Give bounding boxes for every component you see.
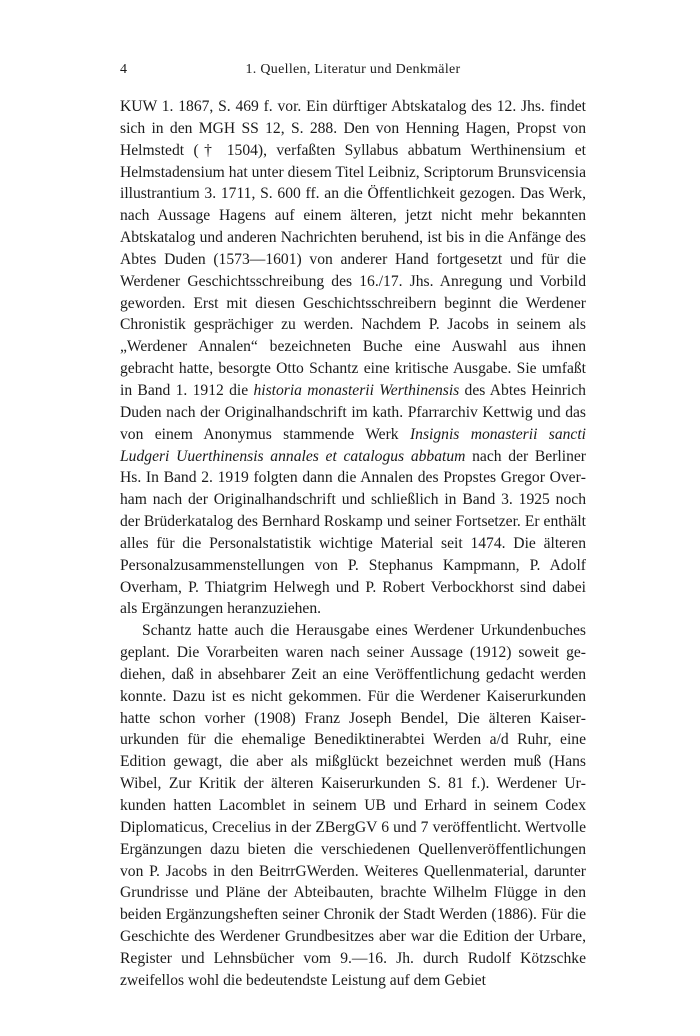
text-run: des Abtes Heinrich Duden nach der Originalhandschrift im kath. Pfarrarchiv Kettwig und das von einem Anonymus stammende Werk [120, 381, 586, 443]
text-run: KUW 1. 1867, S. 469 f. vor. Ein dürftiger Abtskatalog des 12. Jhs. findet sich in den MGH SS 12, S. 288. Den von Henning Hagen, Propst von Helmstedt († 1504), verfaßten Syllabus abbatum Werthinensium et Helmstadensium hat unter diesem Titel Leibniz, Scriptorum Brunsvicensia illustrantium 3. 1711, S. 600 ff. an die Öffentlichkeit gezogen. Das Werk, nach Aussage Hagens auf einem älteren, jetzt nicht mehr bekannten Abtskatalog und anderen Nachrichten beruhend, ist bis in die Anfänge des Abtes Duden (1573—1601) von anderer Hand fortgesetzt und für die Werdener Geschichtsschreibung des 16./17. Jhs. Anregung und Vorbild geworden. Erst mit diesen Geschichtsschreibern beginnt die Werdener Chronistik gesprächiger zu werden. Nachdem P. Jacobs in seinem als „Werdener Annalen“ bezeichneten Buche eine Auswahl aus ihnen gebracht hatte, besorgte Otto Schantz eine kritische Ausgabe. Sie umfaßt in Band 1. 1912 die [120, 98, 587, 399]
text-run: nach der Berliner Hs. In Band 2. 1919 folgten dann die Annalen des Propstes Gregor Overham nach der Originalhandschrift und schließlich in Band 3. 1925 noch der Brüderkatalog des Bernhard Roskamp und seiner Fortsetzer. Er enthält alles für die Personalstatistik wichtige Material seit 1474. Die älteren Personalzusammenstellungen von P. Stephanus Kampmann, P. Adolf Overham, P. Thiatgrim Helwegh und P. Robert Verbockhorst sind dabei als Ergänzungen heranzuziehen. [120, 447, 586, 618]
italic-title-insignis: Insignis monasterii sancti Ludgeri Uuerthinensis annales et catalogus abbatum [120, 425, 586, 465]
body-text [120, 96, 586, 992]
page-number: 4 [120, 62, 128, 77]
paragraph-1 [120, 96, 586, 620]
italic-title-historia: historia monasterii Werthinensis [253, 381, 460, 399]
chapter-title: 1. Quellen, Literatur und Denkmäler [245, 62, 461, 77]
running-head [120, 62, 586, 84]
text-run: Schantz hatte auch die Herausgabe eines Werdener Urkundenbuches geplant. Die Vorarbeiten waren nach seiner Aussage (1912) soweit gediehen, daß in absehbarer Zeit an eine Veröffentlichung gedacht werden konnte. Dazu ist es nicht gekommen. Für die Werdener Kaiserurkunden hatte schon vorher (1908) Franz Joseph Bendel, Die älteren Kaiserurkunden für die ehemalige Benediktinerabtei Werden a/d Ruhr, eine Edition gewagt, die aber als mißglückt bezeichnet werden muß (Hans Wibel, Zur Kritik der älteren Kaiserurkunden S. 81 f.). Werdener Urkunden hatten Lacomblet in seinem UB und Erhard in seinem Codex Diplomaticus, Crecelius in der ZBergGV 6 und 7 veröffentlicht. Wertvolle Ergänzungen dazu bieten die verschiedenen Quellenveröffentlichungen von P. Jacobs in den BeitrrGWerden. Weiteres Quellenmaterial, darunter Grundrisse und Pläne der Abteibauten, brachte Wilhelm Flügge in den beiden Ergänzungsheften seiner Chronik der Stadt Werden (1886). Für die Geschichte des Werdener Grundbesitzes aber war die Edition der Urbare, Register und Lehnsbücher vom 9.—16. Jh. durch Rudolf Kötzschke zweifellos wohl die bedeutendste Leistung auf dem Gebiet [120, 622, 586, 989]
paragraph-2 [120, 620, 586, 991]
